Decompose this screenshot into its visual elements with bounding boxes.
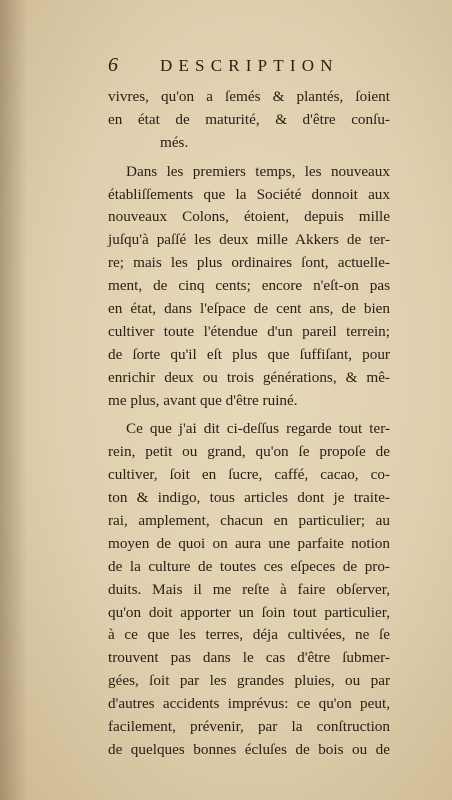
paragraph xyxy=(108,418,390,761)
text-line: qu'on doit apporter un ſoin tout particulier, xyxy=(108,603,390,621)
text-line: ment, de cinq cents; encore n'eſt-on pas xyxy=(108,277,390,295)
text-line: facilement, prévenir, par la conſtruction xyxy=(108,718,390,736)
text-line: Ce que j'ai dit ci-deſſus regarde tout ter- xyxy=(126,420,390,438)
page-number: 6 xyxy=(108,54,118,76)
text-line: me plus, avant que d'être ruiné. xyxy=(108,391,298,409)
text-line: de ſorte qu'il eſt plus que ſuffiſant, pour xyxy=(108,345,390,363)
body-text xyxy=(108,86,390,762)
text-line: vivres, qu'on a ſemés & plantés, ſoient xyxy=(108,88,390,105)
text-line: trouvent pas dans le cas d'être ſubmer- xyxy=(108,649,390,667)
text-line: cultiver, ſoit en ſucre, caffé, cacao, co- xyxy=(108,466,390,484)
text-line: en état, dans l'eſpace de cent ans, de bien xyxy=(108,300,390,318)
text-line: juſqu'à paſſé les deux mille Akkers de ter- xyxy=(108,231,390,249)
text-line: enrichir deux ou trois générations, & mê- xyxy=(108,368,390,386)
text-line: en état de maturité, & d'être conſu- xyxy=(108,110,390,128)
text-line: cultiver toute l'étendue d'un pareil terrein; xyxy=(108,322,390,340)
paragraph xyxy=(108,161,390,413)
text-line: gées, ſoit par les grandes pluies, ou par xyxy=(108,672,390,690)
text-line: d'autres accidents imprévus: ce qu'on peut, xyxy=(108,695,390,713)
text-line: à ce que les terres, déja cultivées, ne ſe xyxy=(108,626,390,644)
text-line: rai, amplement, chacun en particulier; au xyxy=(108,512,390,530)
text-line: moyen de quoi on aura une parfaite notion xyxy=(108,534,390,552)
text-line: més. xyxy=(160,133,189,151)
text-line: Dans les premiers temps, les nouveaux xyxy=(126,162,390,180)
text-line: établiſſements que la Société donnoit aux xyxy=(108,185,390,203)
text-line: de la culture de toutes ces eſpeces de pro- xyxy=(108,557,390,575)
gutter-shadow xyxy=(0,0,28,800)
text-line: re; mais les plus ordinaires ſont, actuelle- xyxy=(108,254,390,272)
text-line: de quelques bonnes écluſes de bois ou de xyxy=(108,740,390,758)
text-line: rein, petit ou grand, qu'on ſe propoſe de xyxy=(108,443,390,461)
paragraph xyxy=(108,86,390,155)
running-head: DESCRIPTION xyxy=(160,56,339,75)
page-header xyxy=(108,54,398,76)
text-line: duits. Mais il me reſte à faire obſerver, xyxy=(108,580,390,598)
text-line: ton & indigo, tous articles dont je traite- xyxy=(108,489,390,507)
text-line: nouveaux Colons, étoient, depuis mille xyxy=(108,208,390,226)
